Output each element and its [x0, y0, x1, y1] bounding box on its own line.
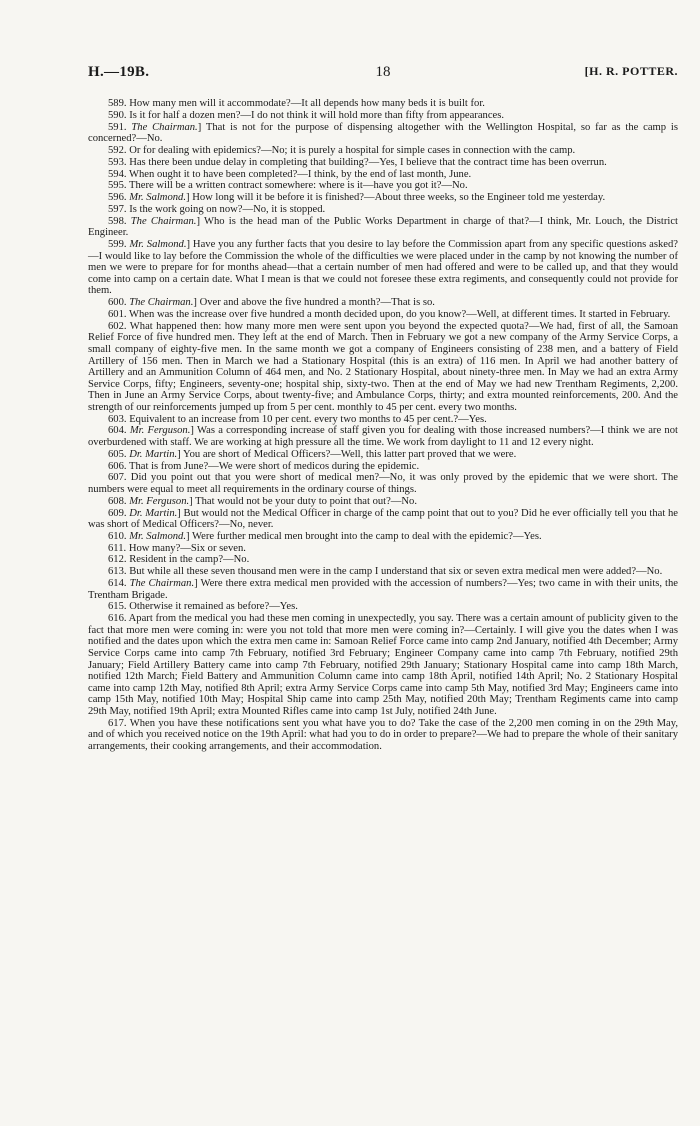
transcript-paragraph — [88, 718, 678, 753]
transcript-paragraph — [88, 145, 678, 157]
question-answer-text: Apart from the medical you had these men coming in unexpectedly, you say. There was a certain amount of publicity given to the fact that more men were coming in: were you not told that more men were coming in?—Certainly. I will give you the dates when I was notified and the dates upon which the extra men came in: Samoan Relief Force came into camp 2nd January, notified 4th December; Army Service Corps came into camp 7th February, notified 3rd February; Engineer Company came into camp 7th February, notified 29th January; Field Artillery Battery came into camp 7th February, notified 29th January; Stationary Hospital came into camp 18th March, notified 12th March; Field Battery and Ammunition Column came into camp 18th April, notified 14th April; No. 2 Stationary Hospital came into camp 12th May, notified 8th April; extra Army Service Corps came into camp 5th May, notified 3rd May; Engineers came into camp 15th May, notified 10th May; Hospital Ship came into camp 25th May, notified 20th May; Trentham Regiments came into camp 29th May, notified 19th April; extra Mounted Rifles came into camp 1st July, notified 24th June. — [88, 613, 678, 717]
transcript-paragraph: 598. The Chairman.] Who is the head man of the Public Works Department in charge of that?—I think, Mr. Louch, the District Engineer. — [88, 215, 678, 239]
question-answer-text: But while all these seven thousand men were in the camp I understand that six or seven extra medical men were added?—No. — [129, 566, 663, 578]
page-header — [88, 64, 678, 84]
question-number: 590. — [108, 109, 127, 121]
transcript-paragraph: 596. Mr. Salmond.] How long will it be before it is finished?—About three weeks, so the Engineer told me yesterday. — [108, 192, 606, 204]
question-number: 614. — [108, 578, 127, 590]
question-number: 608. — [108, 495, 127, 507]
transcript-paragraph — [88, 110, 678, 122]
speaker-name: The Chairman. — [129, 578, 195, 590]
question-number: 611. — [108, 542, 127, 554]
transcript-paragraph — [88, 98, 678, 110]
transcript-paragraph — [88, 613, 678, 717]
question-number: 607. — [108, 472, 127, 484]
speaker-name: Dr. Martin. — [129, 448, 178, 460]
question-number: 605. — [108, 448, 127, 460]
question-answer-text: When ought it to have been completed?—I think, by the end of last month, June. — [129, 168, 472, 180]
question-answer-text: Was a corresponding increase of staff given you for dealing with those increased numbers?—I think we are not overburdened with staff. We are working at high pressure all the time. We work from daylight to 11 and 12 every night. — [88, 425, 678, 449]
question-number: 617. — [108, 717, 127, 729]
question-answer-text: Did you point out that you were short of medical men?—No, it was only proved by the epidemic that we were short. The numbers were equal to meet all requirements in the ordinary course of things. — [88, 472, 678, 495]
question-answer-text: Were there extra medical men provided with the accession of numbers?—Yes; two came in with their units, the Trentham Brigade. — [88, 578, 678, 601]
question-number: 598. — [108, 215, 127, 227]
document-reference: H.—19B. — [88, 64, 150, 80]
question-answer-text: What happened then: how many more men were sent upon you beyond the expected quota?—We had, first of all, the Samoan Relief Force of five hundred men. They left at the end of March. Then in February we got a new company of the Army Service Corps, a small company of eighty-five men. In the same month we got a company of Engineers consisting of 238 men, and a battery of Field Artillery of 156 men. Then in March we had a Stationary Hospital (this is an extra) of 116 men. In April we had another battery of Artillery and an Ammunition Column of 464 men, and No. 2 Stationary Hospital, about ninety-three men. In May we had an extra Army Service Corps, fifty; Engineers, seventy-one; hospital ship, sixty-two. Then at the end of May we had new Trentham Regiments, 2,200. Then in June an Army Service Corps, about twenty-five; and Ambulance Corps, thirty; and extra mounted reinforcements, 200. And the strength of our reinforcements jumped up from 5 per cent. monthly to 45 per cent. every two months. — [88, 320, 678, 413]
question-answer-text: Or for dealing with epidemics?—No; it is purely a hospital for simple cases in connection with the camp. — [129, 144, 576, 156]
question-number: 603. — [108, 413, 127, 425]
transcript-paragraph — [88, 461, 678, 473]
transcript-paragraph: 605. Dr. Martin.] You are short of Medical Officers?—Well, this latter part proved that we were. — [108, 448, 517, 460]
transcript-paragraph — [88, 180, 678, 192]
question-answer-text: Were further medical men brought into the camp to deal with the epidemic?—Yes. — [192, 530, 542, 542]
transcript-paragraph — [88, 472, 678, 495]
question-number: 595. — [108, 180, 127, 192]
question-answer-text: Has there been undue delay in completing that building?—Yes, I believe that the contract time has been overrun. — [129, 156, 607, 168]
question-number: 591. — [108, 121, 127, 133]
question-answer-text: When was the increase over five hundred a month decided upon, do you know?—Well, at different times. It started in February. — [129, 308, 671, 320]
question-answer-text: Is it for half a dozen men?—I do not think it will hold more than fifty from appearances. — [129, 109, 504, 121]
question-number: 615. — [108, 601, 127, 613]
question-number: 612. — [108, 554, 127, 566]
question-number: 593. — [108, 156, 127, 168]
question-answer-text: That is not for the purpose of dispensing altogether with the Wellington Hospital, so far as the camp is concerned?—No. — [88, 121, 678, 145]
speaker-name: The Chairman. — [130, 215, 197, 227]
witness-name: [H. R. POTTER. — [584, 64, 678, 78]
question-answer-text: How many men will it accommodate?—It all depends how many beds it is built for. — [129, 98, 485, 109]
question-answer-text: When you have these notifications sent you what have you to do? Take the case of the 2,200 men coming in on the 29th May, and of which you received notice on the 19th April: what had you to do in order to prepare?—We had to prepare the whole of their sanitary arrangements, their cooking arrangements, and their accommodation. — [88, 717, 678, 752]
transcript-paragraph — [88, 543, 678, 555]
speaker-name: Dr. Martin. — [129, 507, 178, 519]
question-answer-text: You are short of Medical Officers?—Well, this latter part proved that we were. — [182, 448, 517, 460]
question-answer-text: Is the work going on now?—No, it is stopped. — [129, 203, 326, 215]
question-number: 599. — [108, 239, 127, 250]
question-number: 610. — [108, 530, 127, 542]
transcript-paragraph — [88, 169, 678, 181]
transcript-paragraph: 614. The Chairman.] Were there extra medical men provided with the accession of numbers?—Yes; two came in with their units, the Trentham Brigade. — [88, 578, 678, 601]
question-number: 601. — [108, 308, 127, 320]
question-number: 597. — [108, 203, 127, 215]
question-number: 616. — [108, 613, 127, 625]
question-number: 613. — [108, 566, 127, 578]
speaker-name: Mr. Ferguson. — [129, 495, 190, 507]
question-number: 589. — [108, 98, 127, 109]
question-number: 606. — [108, 460, 127, 472]
question-number: 602. — [108, 320, 127, 332]
speaker-name: Mr. Salmond. — [129, 239, 187, 250]
transcript-paragraph: 599. Mr. Salmond.] Have you any further facts that you desire to lay before the Commission apart from any specific questions asked?—I would like to lay before the Commission the whole of the difficulties we were placed under in the camp by not knowing the number of men we were to prepare for for months ahead—that a certain number of men had offered and were to be called up, and that they would come into camp on a certain date. What I mean is that we could not foresee these extra regiments, and consequently could not provide for them. — [88, 239, 678, 297]
question-answer-text: But would not the Medical Officer in charge of the camp point that out to you? Did he ever officially tell you that he was short of Medical Officers?—No, never. — [88, 507, 678, 531]
transcript-paragraph — [88, 414, 678, 426]
transcript-body — [88, 98, 678, 753]
question-number: 592. — [108, 144, 127, 156]
transcript-paragraph: 591. The Chairman.] That is not for the purpose of dispensing altogether with the Wellington Hospital, so far as the camp is concerned?—No. — [88, 121, 678, 145]
question-answer-text: There will be a written contract somewhere: where is it—have you got it?—No. — [129, 180, 468, 192]
question-answer-text: Over and above the five hundred a month?—That is so. — [199, 297, 435, 309]
question-number: 600. — [108, 297, 127, 309]
transcript-paragraph: 608. Mr. Ferguson.] That would not be your duty to point that out?—No. — [108, 495, 417, 507]
transcript-paragraph: 604. Mr. Ferguson.] Was a corresponding increase of staff given you for dealing with those increased numbers?—I think we are not overburdened with staff. We are working at high pressure all the time. We work from daylight to 11 and 12 every night. — [88, 425, 678, 449]
speaker-name: Mr. Ferguson. — [129, 425, 191, 437]
question-answer-text: How many?—Six or seven. — [128, 542, 246, 554]
question-answer-text: Resident in the camp?—No. — [129, 554, 250, 566]
speaker-name: The Chairman. — [131, 121, 198, 133]
speaker-name: Mr. Salmond. — [129, 530, 186, 542]
question-number: 604. — [108, 425, 127, 437]
transcript-paragraph — [88, 309, 678, 321]
question-answer-text: Have you any further facts that you desire to lay before the Commission apart from any specific questions asked?—I would like to lay before the Commission the whole of the difficulties we were placed under in the camp by not knowing the number of men we were to prepare for for months ahead—that a certain number of men had offered and were to be called up, and that they would come into camp on a certain date. What I mean is that we could not foresee these extra regiments, and consequently could not provide for them. — [88, 239, 678, 297]
question-number: 609. — [108, 507, 127, 519]
page-number: 18 — [375, 64, 391, 80]
question-answer-text: Who is the head man of the Public Works Department in charge of that?—I think, Mr. Louch, the District Engineer. — [88, 215, 678, 239]
speaker-name: The Chairman. — [129, 297, 194, 309]
transcript-paragraph — [88, 554, 678, 566]
question-answer-text: Otherwise it remained as before?—Yes. — [129, 601, 298, 613]
transcript-paragraph: 610. Mr. Salmond.] Were further medical men brought into the camp to deal with the epidemic?—Yes. — [108, 530, 542, 542]
question-number: 596. — [108, 192, 127, 204]
transcript-paragraph: 600. The Chairman.] Over and above the five hundred a month?—That is so. — [108, 297, 435, 309]
question-answer-text: That is from June?—We were short of medicos during the epidemic. — [129, 460, 420, 472]
transcript-paragraph — [88, 321, 678, 414]
speaker-name: Mr. Salmond. — [129, 192, 186, 204]
transcript-paragraph — [88, 566, 678, 578]
transcript-paragraph — [88, 204, 678, 216]
transcript-paragraph — [88, 157, 678, 169]
question-answer-text: Equivalent to an increase from 10 per cent. every two months to 45 per cent.?—Yes. — [129, 413, 487, 425]
transcript-paragraph: 609. Dr. Martin.] But would not the Medical Officer in charge of the camp point that out to you? Did he ever officially tell you that he was short of Medical Officers?—No, never. — [88, 507, 678, 531]
question-answer-text: That would not be your duty to point that out?—No. — [195, 495, 417, 507]
transcript-paragraph — [88, 601, 678, 613]
question-number: 594. — [108, 168, 127, 180]
question-answer-text: How long will it be before it is finished?—About three weeks, so the Engineer told me yesterday. — [192, 192, 606, 204]
